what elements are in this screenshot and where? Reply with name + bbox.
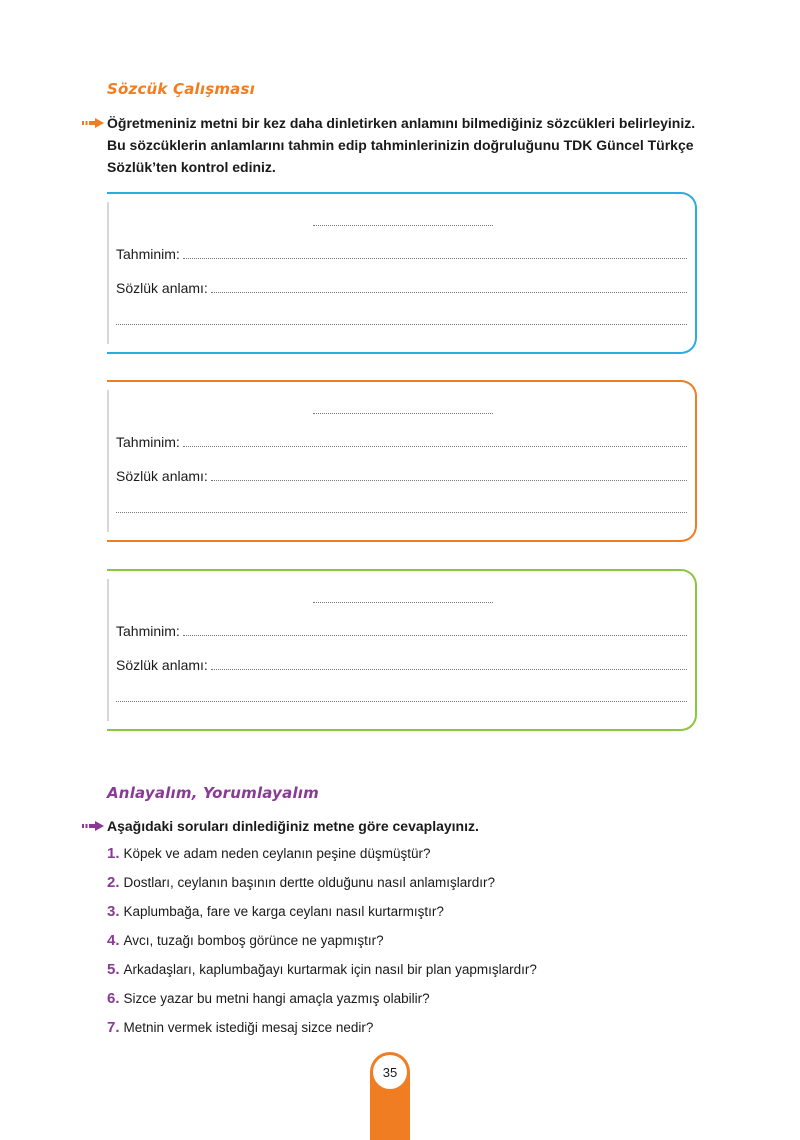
- question-item: [107, 902, 444, 922]
- question-item: [107, 844, 430, 864]
- question-item: [107, 989, 430, 1009]
- guess-label: Tahminim:: [116, 246, 180, 262]
- dictionary-field[interactable]: [116, 657, 687, 673]
- word-line[interactable]: [313, 601, 493, 603]
- question-number: 3.: [107, 903, 120, 920]
- question-number: 5.: [107, 961, 120, 978]
- arrow-icon: [82, 821, 104, 831]
- guess-field[interactable]: [116, 434, 687, 450]
- extra-line[interactable]: [116, 701, 687, 702]
- guess-label: Tahminim:: [116, 434, 180, 450]
- instruction-sozcuk: Öğretmeniniz metni bir kez daha dinletirken anlamını bilmediğiniz sözcükleri belirleyiniz. Bu sözcüklerin anlamlarını tahmin edip tahminlerinizin doğruluğunu TDK Güncel Türkçe Sözlük’ten kontrol ediniz.: [107, 115, 696, 175]
- question-text: Arkadaşları, kaplumbağayı kurtarmak için nasıl bir plan yapmışlardır?: [123, 962, 537, 977]
- question-item: [107, 960, 537, 980]
- dictionary-field[interactable]: [116, 468, 687, 484]
- question-text: Dostları, ceylanın başının dertte olduğunu nasıl anlamışlardır?: [123, 875, 495, 890]
- question-number: 4.: [107, 932, 120, 949]
- guess-label: Tahminim:: [116, 623, 180, 639]
- dictionary-label: Sözlük anlamı:: [116, 468, 208, 484]
- section-title-sozcuk: Sözcük Çalışması: [107, 80, 255, 98]
- extra-line[interactable]: [116, 512, 687, 513]
- question-item: [107, 1018, 373, 1038]
- instruction-anlayalim: Aşağıdaki soruları dinlediğiniz metne göre cevaplayınız.: [107, 818, 479, 834]
- dictionary-label: Sözlük anlamı:: [116, 657, 208, 673]
- word-line[interactable]: [313, 412, 493, 414]
- question-item: [107, 931, 384, 951]
- arrow-icon: [82, 118, 104, 128]
- word-box-1: [107, 192, 697, 354]
- question-number: 2.: [107, 874, 120, 891]
- section-title-anlayalim: Anlayalım, Yorumlayalım: [107, 784, 319, 802]
- question-item: [107, 873, 495, 893]
- dictionary-label: Sözlük anlamı:: [116, 280, 208, 296]
- guess-field[interactable]: [116, 246, 687, 262]
- question-text: Köpek ve adam neden ceylanın peşine düşmüştür?: [123, 846, 431, 861]
- question-text: Avcı, tuzağı bomboş görünce ne yapmıştır?: [123, 933, 384, 948]
- question-number: 7.: [107, 1019, 120, 1036]
- question-text: Kaplumbağa, fare ve karga ceylanı nasıl kurtarmıştır?: [123, 904, 444, 919]
- question-number: 1.: [107, 845, 120, 862]
- question-text: Sizce yazar bu metni hangi amaçla yazmış olabilir?: [123, 991, 430, 1006]
- question-number: 6.: [107, 990, 120, 1007]
- word-box-3: [107, 569, 697, 731]
- question-text: Metnin vermek istediği mesaj sizce nedir?: [123, 1020, 374, 1035]
- word-line[interactable]: [313, 224, 493, 226]
- extra-line[interactable]: [116, 324, 687, 325]
- word-box-2: [107, 380, 697, 542]
- guess-field[interactable]: [116, 623, 687, 639]
- dictionary-field[interactable]: [116, 280, 687, 296]
- page-number: 35: [373, 1055, 407, 1089]
